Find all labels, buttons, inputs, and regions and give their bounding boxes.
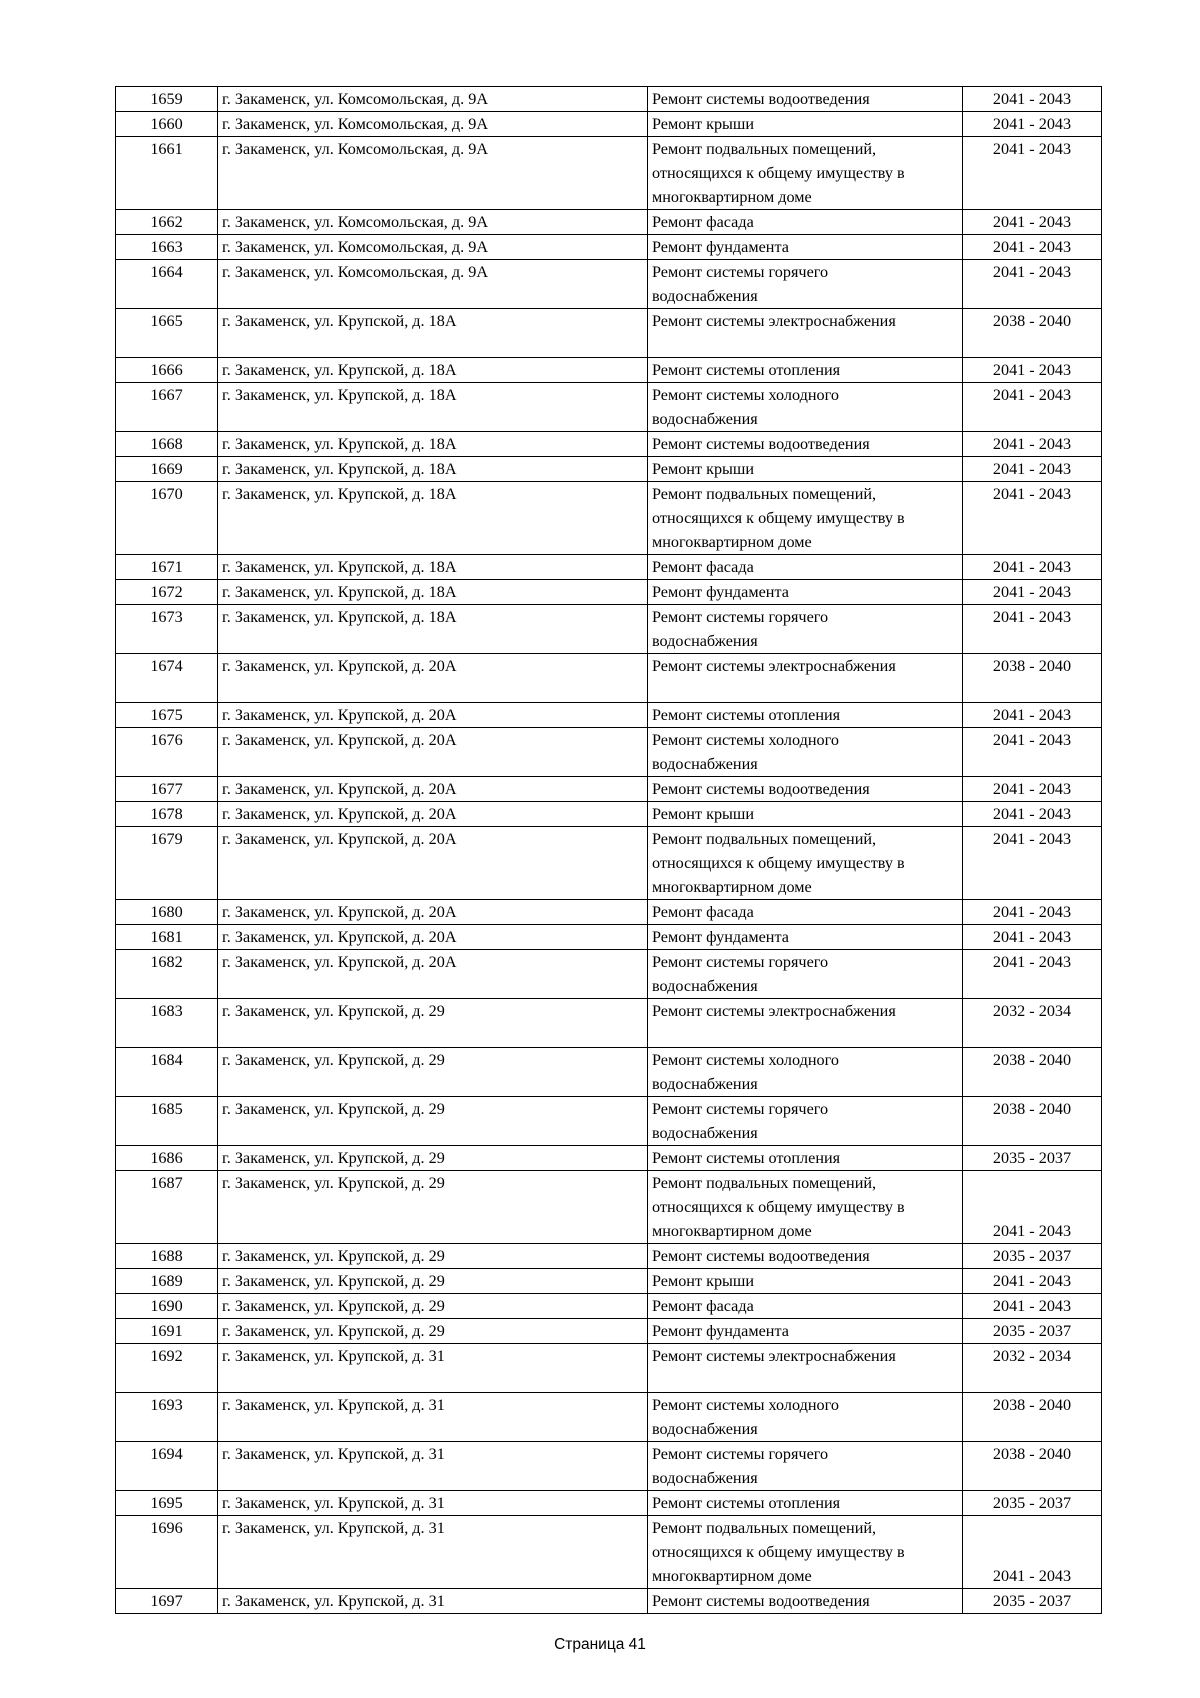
table-row <box>116 1491 1102 1516</box>
row-number: 1696 <box>116 1516 218 1589</box>
row-address: г. Закаменск, ул. Крупской, д. 31 <box>218 1491 648 1516</box>
table-row <box>116 1589 1102 1614</box>
row-address: г. Закаменск, ул. Крупской, д. 20А <box>218 802 648 827</box>
table-row <box>116 1146 1102 1171</box>
row-address: г. Закаменск, ул. Крупской, д. 18А <box>218 555 648 580</box>
table-row <box>116 827 1102 900</box>
row-period: 2041 - 2043 <box>963 802 1102 827</box>
row-work-type: Ремонт системы электроснабжения <box>648 309 963 358</box>
row-number: 1686 <box>116 1146 218 1171</box>
row-period: 2041 - 2043 <box>963 210 1102 235</box>
row-address: г. Закаменск, ул. Крупской, д. 29 <box>218 1294 648 1319</box>
row-number: 1677 <box>116 777 218 802</box>
row-work-type: Ремонт фасада <box>648 900 963 925</box>
table-row <box>116 1319 1102 1344</box>
table-row <box>116 432 1102 457</box>
row-address: г. Закаменск, ул. Крупской, д. 18А <box>218 580 648 605</box>
row-number: 1689 <box>116 1269 218 1294</box>
table-row <box>116 1244 1102 1269</box>
row-number: 1679 <box>116 827 218 900</box>
row-period: 2041 - 2043 <box>963 260 1102 309</box>
table-row <box>116 703 1102 728</box>
row-address: г. Закаменск, ул. Крупской, д. 18А <box>218 482 648 555</box>
row-work-type: Ремонт системы отопления <box>648 703 963 728</box>
row-address: г. Закаменск, ул. Крупской, д. 29 <box>218 1244 648 1269</box>
row-number: 1687 <box>116 1171 218 1244</box>
row-address: г. Закаменск, ул. Крупской, д. 31 <box>218 1589 648 1614</box>
row-number: 1680 <box>116 900 218 925</box>
row-period: 2032 - 2034 <box>963 1344 1102 1393</box>
row-number: 1665 <box>116 309 218 358</box>
row-address: г. Закаменск, ул. Крупской, д. 29 <box>218 1097 648 1146</box>
row-work-type: Ремонт системы отопления <box>648 358 963 383</box>
table-row <box>116 87 1102 112</box>
row-work-type: Ремонт подвальных помещений, относящихся к общему имуществу в многоквартирном доме <box>648 1171 963 1244</box>
row-address: г. Закаменск, ул. Комсомольская, д. 9А <box>218 235 648 260</box>
row-number: 1684 <box>116 1048 218 1097</box>
row-period: 2041 - 2043 <box>963 777 1102 802</box>
table-row <box>116 1097 1102 1146</box>
row-number: 1663 <box>116 235 218 260</box>
row-address: г. Закаменск, ул. Крупской, д. 31 <box>218 1393 648 1442</box>
row-period: 2041 - 2043 <box>963 1171 1102 1244</box>
page-number: Страница 41 <box>554 1636 646 1653</box>
table-row <box>116 383 1102 432</box>
row-period: 2035 - 2037 <box>963 1589 1102 1614</box>
row-work-type: Ремонт фасада <box>648 210 963 235</box>
row-number: 1690 <box>116 1294 218 1319</box>
row-period: 2038 - 2040 <box>963 1097 1102 1146</box>
row-period: 2041 - 2043 <box>963 827 1102 900</box>
row-work-type: Ремонт системы горячего водоснабжения <box>648 1097 963 1146</box>
row-work-type: Ремонт системы отопления <box>648 1491 963 1516</box>
row-work-type: Ремонт системы электроснабжения <box>648 654 963 703</box>
row-address: г. Закаменск, ул. Крупской, д. 20А <box>218 728 648 777</box>
row-number: 1688 <box>116 1244 218 1269</box>
row-address: г. Закаменск, ул. Крупской, д. 20А <box>218 703 648 728</box>
row-number: 1668 <box>116 432 218 457</box>
row-period: 2041 - 2043 <box>963 1294 1102 1319</box>
row-work-type: Ремонт крыши <box>648 457 963 482</box>
table-row <box>116 358 1102 383</box>
table-row <box>116 925 1102 950</box>
row-work-type: Ремонт системы водоотведения <box>648 1244 963 1269</box>
row-work-type: Ремонт подвальных помещений, относящихся к общему имуществу в многоквартирном доме <box>648 137 963 210</box>
row-number: 1692 <box>116 1344 218 1393</box>
row-number: 1675 <box>116 703 218 728</box>
row-period: 2041 - 2043 <box>963 1269 1102 1294</box>
row-work-type: Ремонт системы горячего водоснабжения <box>648 605 963 654</box>
row-number: 1672 <box>116 580 218 605</box>
row-number: 1685 <box>116 1097 218 1146</box>
row-number: 1664 <box>116 260 218 309</box>
row-number: 1667 <box>116 383 218 432</box>
table-row <box>116 457 1102 482</box>
row-work-type: Ремонт системы электроснабжения <box>648 999 963 1048</box>
row-number: 1697 <box>116 1589 218 1614</box>
row-period: 2041 - 2043 <box>963 555 1102 580</box>
row-work-type: Ремонт системы холодного водоснабжения <box>648 728 963 777</box>
table-row <box>116 999 1102 1048</box>
row-number: 1673 <box>116 605 218 654</box>
row-address: г. Закаменск, ул. Крупской, д. 29 <box>218 1048 648 1097</box>
row-address: г. Закаменск, ул. Крупской, д. 20А <box>218 654 648 703</box>
row-work-type: Ремонт фасада <box>648 555 963 580</box>
row-address: г. Закаменск, ул. Крупской, д. 20А <box>218 827 648 900</box>
table-row <box>116 235 1102 260</box>
row-number: 1691 <box>116 1319 218 1344</box>
row-period: 2041 - 2043 <box>963 580 1102 605</box>
row-address: г. Закаменск, ул. Крупской, д. 29 <box>218 1171 648 1244</box>
row-period: 2041 - 2043 <box>963 432 1102 457</box>
table-row <box>116 1393 1102 1442</box>
row-address: г. Закаменск, ул. Комсомольская, д. 9А <box>218 260 648 309</box>
row-work-type: Ремонт системы горячего водоснабжения <box>648 260 963 309</box>
table-row <box>116 1344 1102 1393</box>
row-work-type: Ремонт фундамента <box>648 580 963 605</box>
row-address: г. Закаменск, ул. Крупской, д. 18А <box>218 309 648 358</box>
row-address: г. Закаменск, ул. Комсомольская, д. 9А <box>218 112 648 137</box>
row-address: г. Закаменск, ул. Крупской, д. 29 <box>218 1319 648 1344</box>
row-work-type: Ремонт системы водоотведения <box>648 432 963 457</box>
table-row <box>116 1269 1102 1294</box>
row-period: 2041 - 2043 <box>963 383 1102 432</box>
row-period: 2035 - 2037 <box>963 1319 1102 1344</box>
row-period: 2041 - 2043 <box>963 728 1102 777</box>
row-period: 2035 - 2037 <box>963 1146 1102 1171</box>
row-period: 2041 - 2043 <box>963 605 1102 654</box>
row-number: 1671 <box>116 555 218 580</box>
row-period: 2035 - 2037 <box>963 1491 1102 1516</box>
row-period: 2041 - 2043 <box>963 900 1102 925</box>
row-number: 1681 <box>116 925 218 950</box>
row-number: 1694 <box>116 1442 218 1491</box>
row-number: 1660 <box>116 112 218 137</box>
table-row <box>116 580 1102 605</box>
row-work-type: Ремонт крыши <box>648 1269 963 1294</box>
row-work-type: Ремонт подвальных помещений, относящихся к общему имуществу в многоквартирном доме <box>648 1516 963 1589</box>
row-address: г. Закаменск, ул. Крупской, д. 20А <box>218 900 648 925</box>
row-number: 1682 <box>116 950 218 999</box>
row-address: г. Закаменск, ул. Крупской, д. 18А <box>218 383 648 432</box>
row-work-type: Ремонт крыши <box>648 112 963 137</box>
row-number: 1662 <box>116 210 218 235</box>
row-period: 2035 - 2037 <box>963 1244 1102 1269</box>
row-number: 1666 <box>116 358 218 383</box>
row-work-type: Ремонт фундамента <box>648 1319 963 1344</box>
row-period: 2041 - 2043 <box>963 703 1102 728</box>
table-row <box>116 137 1102 210</box>
row-period: 2041 - 2043 <box>963 87 1102 112</box>
row-address: г. Закаменск, ул. Крупской, д. 20А <box>218 777 648 802</box>
row-number: 1670 <box>116 482 218 555</box>
table-row <box>116 482 1102 555</box>
table-row <box>116 260 1102 309</box>
table-row <box>116 210 1102 235</box>
row-period: 2041 - 2043 <box>963 950 1102 999</box>
row-number: 1659 <box>116 87 218 112</box>
row-number: 1676 <box>116 728 218 777</box>
row-work-type: Ремонт системы водоотведения <box>648 777 963 802</box>
row-period: 2038 - 2040 <box>963 1048 1102 1097</box>
row-work-type: Ремонт системы водоотведения <box>648 1589 963 1614</box>
row-number: 1683 <box>116 999 218 1048</box>
row-address: г. Закаменск, ул. Крупской, д. 20А <box>218 925 648 950</box>
row-work-type: Ремонт системы водоотведения <box>648 87 963 112</box>
table-row <box>116 950 1102 999</box>
table-row <box>116 112 1102 137</box>
row-period: 2041 - 2043 <box>963 1516 1102 1589</box>
row-period: 2041 - 2043 <box>963 358 1102 383</box>
table-row <box>116 654 1102 703</box>
row-address: г. Закаменск, ул. Крупской, д. 29 <box>218 1146 648 1171</box>
row-work-type: Ремонт фундамента <box>648 925 963 950</box>
row-period: 2041 - 2043 <box>963 235 1102 260</box>
row-work-type: Ремонт фасада <box>648 1294 963 1319</box>
table-row <box>116 1294 1102 1319</box>
row-address: г. Закаменск, ул. Комсомольская, д. 9А <box>218 210 648 235</box>
row-work-type: Ремонт фундамента <box>648 235 963 260</box>
table-row <box>116 777 1102 802</box>
table-row <box>116 605 1102 654</box>
row-number: 1674 <box>116 654 218 703</box>
row-work-type: Ремонт крыши <box>648 802 963 827</box>
table-row <box>116 1442 1102 1491</box>
table-row <box>116 555 1102 580</box>
row-work-type: Ремонт системы холодного водоснабжения <box>648 383 963 432</box>
row-number: 1678 <box>116 802 218 827</box>
row-work-type: Ремонт подвальных помещений, относящихся к общему имуществу в многоквартирном доме <box>648 482 963 555</box>
row-number: 1669 <box>116 457 218 482</box>
table-row <box>116 1048 1102 1097</box>
row-address: г. Закаменск, ул. Крупской, д. 29 <box>218 1269 648 1294</box>
row-period: 2041 - 2043 <box>963 457 1102 482</box>
row-number: 1693 <box>116 1393 218 1442</box>
row-work-type: Ремонт системы горячего водоснабжения <box>648 950 963 999</box>
row-work-type: Ремонт системы холодного водоснабжения <box>648 1393 963 1442</box>
row-address: г. Закаменск, ул. Крупской, д. 31 <box>218 1442 648 1491</box>
row-work-type: Ремонт системы отопления <box>648 1146 963 1171</box>
row-period: 2041 - 2043 <box>963 112 1102 137</box>
row-number: 1695 <box>116 1491 218 1516</box>
row-period: 2041 - 2043 <box>963 482 1102 555</box>
row-work-type: Ремонт подвальных помещений, относящихся к общему имуществу в многоквартирном доме <box>648 827 963 900</box>
table-row <box>116 900 1102 925</box>
row-number: 1661 <box>116 137 218 210</box>
row-address: г. Закаменск, ул. Комсомольская, д. 9А <box>218 137 648 210</box>
row-address: г. Закаменск, ул. Крупской, д. 20А <box>218 950 648 999</box>
row-address: г. Закаменск, ул. Крупской, д. 18А <box>218 605 648 654</box>
row-period: 2041 - 2043 <box>963 137 1102 210</box>
row-period: 2038 - 2040 <box>963 309 1102 358</box>
row-period: 2038 - 2040 <box>963 1393 1102 1442</box>
row-work-type: Ремонт системы горячего водоснабжения <box>648 1442 963 1491</box>
table-row <box>116 1171 1102 1244</box>
row-address: г. Закаменск, ул. Крупской, д. 29 <box>218 999 648 1048</box>
row-period: 2032 - 2034 <box>963 999 1102 1048</box>
row-address: г. Закаменск, ул. Крупской, д. 18А <box>218 432 648 457</box>
table-row <box>116 1516 1102 1589</box>
works-table <box>115 86 1102 1614</box>
row-work-type: Ремонт системы холодного водоснабжения <box>648 1048 963 1097</box>
row-address: г. Закаменск, ул. Крупской, д. 31 <box>218 1516 648 1589</box>
row-address: г. Закаменск, ул. Крупской, д. 18А <box>218 358 648 383</box>
row-period: 2038 - 2040 <box>963 654 1102 703</box>
table-row <box>116 309 1102 358</box>
row-period: 2041 - 2043 <box>963 925 1102 950</box>
row-address: г. Закаменск, ул. Комсомольская, д. 9А <box>218 87 648 112</box>
table-row <box>116 728 1102 777</box>
row-address: г. Закаменск, ул. Крупской, д. 18А <box>218 457 648 482</box>
row-address: г. Закаменск, ул. Крупской, д. 31 <box>218 1344 648 1393</box>
table-row <box>116 802 1102 827</box>
row-work-type: Ремонт системы электроснабжения <box>648 1344 963 1393</box>
works-table-body <box>116 87 1102 1614</box>
row-period: 2038 - 2040 <box>963 1442 1102 1491</box>
